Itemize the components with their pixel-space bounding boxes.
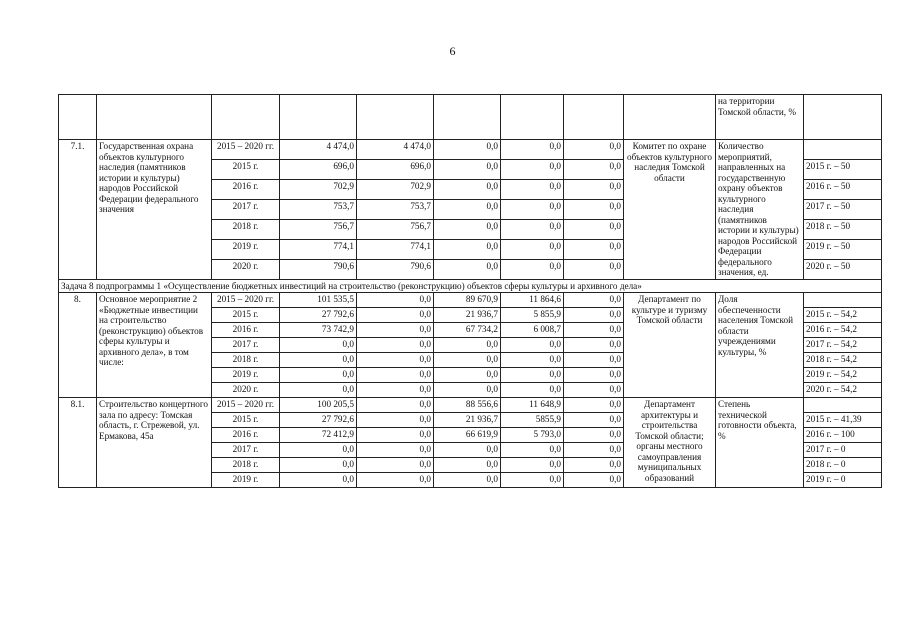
regional-cell: 89 670,9: [434, 293, 501, 308]
program-table: [58, 94, 882, 488]
indicator-value-cell: 2018 г. – 54,2: [804, 353, 882, 368]
local-cell: 0,0: [501, 368, 564, 383]
local-cell: 11 864,6: [501, 293, 564, 308]
regional-cell: 0,0: [434, 368, 501, 383]
indicator-value-cell: 2017 г. – 54,2: [804, 338, 882, 353]
federal-cell: 702,9: [357, 179, 434, 199]
regional-cell: 0,0: [434, 383, 501, 398]
other-cell: 0,0: [564, 383, 624, 398]
local-cell: 0,0: [501, 383, 564, 398]
period-cell: 2015 – 2020 гг.: [212, 293, 280, 308]
period-cell: 2018 г.: [212, 353, 280, 368]
period-cell: 2020 г.: [212, 259, 280, 279]
federal-cell: 753,7: [357, 199, 434, 219]
total-cell: 73 742,9: [280, 323, 357, 338]
other-cell: 0,0: [564, 323, 624, 338]
other-cell: 0,0: [564, 473, 624, 488]
total-cell: 0,0: [280, 473, 357, 488]
other-cell: 0,0: [564, 398, 624, 413]
regional-cell: 21 936,7: [434, 413, 501, 428]
period-cell: 2017 г.: [212, 338, 280, 353]
regional-cell: 66 619,9: [434, 428, 501, 443]
indicator-value-cell: [804, 398, 882, 413]
other-cell: 0,0: [564, 368, 624, 383]
federal-cell: 0,0: [357, 323, 434, 338]
total-cell: 753,7: [280, 199, 357, 219]
regional-cell: 88 556,6: [434, 398, 501, 413]
indicator-value-cell: 2016 г. – 50: [804, 179, 882, 199]
federal-cell: 0,0: [357, 308, 434, 323]
period-cell: 2016 г.: [212, 323, 280, 338]
other-cell: 0,0: [564, 199, 624, 219]
regional-cell: 0,0: [434, 219, 501, 239]
period-cell: 2020 г.: [212, 383, 280, 398]
executor-cell: Департамент по культуре и туризму Томской области: [624, 293, 716, 398]
other-cell: 0,0: [564, 179, 624, 199]
indicator-value-cell: 2019 г. – 50: [804, 239, 882, 259]
indicator-continuation: на территории Томской области, %: [716, 95, 804, 140]
federal-cell: 756,7: [357, 219, 434, 239]
indicator-cell: Степень технической готовности объекта, %: [716, 398, 804, 488]
regional-cell: 0,0: [434, 159, 501, 179]
local-cell: 11 648,9: [501, 398, 564, 413]
federal-cell: 0,0: [357, 428, 434, 443]
regional-cell: 0,0: [434, 140, 501, 160]
indicator-value-cell: 2016 г. – 54,2: [804, 323, 882, 338]
item-name: Основное мероприятие 2 «Бюджетные инвестиции на строительство (реконструкцию) объектов сферы культуры и архивного дела», в том числе:: [97, 293, 212, 398]
period-cell: 2017 г.: [212, 443, 280, 458]
local-cell: 0,0: [501, 458, 564, 473]
total-cell: 0,0: [280, 383, 357, 398]
federal-cell: 696,0: [357, 159, 434, 179]
total-cell: 756,7: [280, 219, 357, 239]
local-cell: 0,0: [501, 219, 564, 239]
local-cell: 0,0: [501, 443, 564, 458]
total-cell: 0,0: [280, 368, 357, 383]
regional-cell: 0,0: [434, 443, 501, 458]
indicator-value-cell: 2016 г. – 100: [804, 428, 882, 443]
period-cell: 2018 г.: [212, 219, 280, 239]
regional-cell: 67 734,2: [434, 323, 501, 338]
other-cell: 0,0: [564, 293, 624, 308]
local-cell: 0,0: [501, 159, 564, 179]
federal-cell: 774,1: [357, 239, 434, 259]
other-cell: 0,0: [564, 259, 624, 279]
executor-cell: Департамент архитектуры и строительства Томской области; органы местного самоуправления муниципальных образований: [624, 398, 716, 488]
indicator-value-cell: 2015 г. – 50: [804, 159, 882, 179]
total-cell: 774,1: [280, 239, 357, 259]
other-cell: 0,0: [564, 458, 624, 473]
total-cell: 696,0: [280, 159, 357, 179]
total-cell: 100 205,5: [280, 398, 357, 413]
period-cell: 2016 г.: [212, 428, 280, 443]
other-cell: 0,0: [564, 159, 624, 179]
other-cell: 0,0: [564, 428, 624, 443]
period-cell: 2018 г.: [212, 458, 280, 473]
table-row: [59, 140, 882, 160]
other-cell: 0,0: [564, 413, 624, 428]
federal-cell: 0,0: [357, 293, 434, 308]
other-cell: 0,0: [564, 308, 624, 323]
period-cell: 2015 г.: [212, 159, 280, 179]
other-cell: 0,0: [564, 239, 624, 259]
other-cell: 0,0: [564, 353, 624, 368]
item-name: Государственная охрана объектов культурного наследия (памятников истории и культуры) народов Российской Федерации федерального значения: [97, 140, 212, 280]
item-name: Строительство концертного зала по адресу: Томская область, г. Стрежевой, ул. Ермакова, 45а: [97, 398, 212, 488]
local-cell: 0,0: [501, 338, 564, 353]
item-number: 8.: [59, 293, 97, 398]
federal-cell: 790,6: [357, 259, 434, 279]
local-cell: 5 855,9: [501, 308, 564, 323]
regional-cell: 0,0: [434, 179, 501, 199]
regional-cell: 0,0: [434, 473, 501, 488]
indicator-cell: Доля обеспеченности населения Томской области учреждениями культуры, %: [716, 293, 804, 398]
task-row: [59, 279, 882, 293]
indicator-value-cell: 2018 г. – 0: [804, 458, 882, 473]
period-cell: 2015 – 2020 гг.: [212, 398, 280, 413]
indicator-value-cell: 2015 г. – 54,2: [804, 308, 882, 323]
total-cell: 0,0: [280, 353, 357, 368]
executor-cell: Комитет по охране объектов культурного наследия Томской области: [624, 140, 716, 280]
federal-cell: 0,0: [357, 383, 434, 398]
other-cell: 0,0: [564, 219, 624, 239]
other-cell: 0,0: [564, 140, 624, 160]
total-cell: 27 792,6: [280, 413, 357, 428]
indicator-value-cell: 2019 г. – 54,2: [804, 368, 882, 383]
federal-cell: 0,0: [357, 368, 434, 383]
federal-cell: 0,0: [357, 473, 434, 488]
indicator-value-cell: 2017 г. – 0: [804, 443, 882, 458]
local-cell: 5 793,0: [501, 428, 564, 443]
regional-cell: 0,0: [434, 458, 501, 473]
indicator-value-cell: 2019 г. – 0: [804, 473, 882, 488]
local-cell: 0,0: [501, 199, 564, 219]
period-cell: 2016 г.: [212, 179, 280, 199]
period-cell: 2019 г.: [212, 239, 280, 259]
local-cell: 0,0: [501, 140, 564, 160]
local-cell: 0,0: [501, 473, 564, 488]
total-cell: 0,0: [280, 458, 357, 473]
other-cell: 0,0: [564, 338, 624, 353]
local-cell: 0,0: [501, 239, 564, 259]
indicator-value-cell: 2015 г. – 41,39: [804, 413, 882, 428]
indicator-value-cell: 2020 г. – 50: [804, 259, 882, 279]
regional-cell: 0,0: [434, 338, 501, 353]
item-number: 7.1.: [59, 140, 97, 280]
total-cell: 0,0: [280, 338, 357, 353]
period-cell: 2015 – 2020 гг.: [212, 140, 280, 160]
total-cell: 4 474,0: [280, 140, 357, 160]
federal-cell: 0,0: [357, 413, 434, 428]
period-cell: 2019 г.: [212, 473, 280, 488]
task-heading: Задача 8 подпрограммы 1 «Осуществление бюджетных инвестиций на строительство (реконструкцию) объектов сферы культуры и архивного дела»: [59, 279, 882, 293]
page-number: 6: [449, 44, 456, 58]
local-cell: 0,0: [501, 353, 564, 368]
federal-cell: 4 474,0: [357, 140, 434, 160]
total-cell: 101 535,5: [280, 293, 357, 308]
federal-cell: 0,0: [357, 458, 434, 473]
total-cell: 702,9: [280, 179, 357, 199]
regional-cell: 0,0: [434, 239, 501, 259]
indicator-value-cell: 2018 г. – 50: [804, 219, 882, 239]
continuation-row: [59, 95, 882, 140]
regional-cell: 21 936,7: [434, 308, 501, 323]
indicator-value-cell: 2020 г. – 54,2: [804, 383, 882, 398]
local-cell: 5855,9: [501, 413, 564, 428]
indicator-cell: Количество мероприятий, направленных на государственную охрану объектов культурного наследия (памятников истории и культуры) народов Российской Федерации федерального значения, ед.: [716, 140, 804, 280]
local-cell: 0,0: [501, 259, 564, 279]
federal-cell: 0,0: [357, 398, 434, 413]
item-number: 8.1.: [59, 398, 97, 488]
regional-cell: 0,0: [434, 199, 501, 219]
other-cell: 0,0: [564, 443, 624, 458]
federal-cell: 0,0: [357, 338, 434, 353]
federal-cell: 0,0: [357, 443, 434, 458]
period-cell: 2017 г.: [212, 199, 280, 219]
total-cell: 0,0: [280, 443, 357, 458]
federal-cell: 0,0: [357, 353, 434, 368]
period-cell: 2015 г.: [212, 308, 280, 323]
table-row: [59, 293, 882, 308]
total-cell: 72 412,9: [280, 428, 357, 443]
regional-cell: 0,0: [434, 353, 501, 368]
total-cell: 27 792,6: [280, 308, 357, 323]
indicator-value-cell: [804, 293, 882, 308]
period-cell: 2019 г.: [212, 368, 280, 383]
total-cell: 790,6: [280, 259, 357, 279]
local-cell: 0,0: [501, 179, 564, 199]
indicator-value-cell: 2017 г. – 50: [804, 199, 882, 219]
local-cell: 6 008,7: [501, 323, 564, 338]
table-row: [59, 398, 882, 413]
indicator-value-cell: [804, 140, 882, 160]
regional-cell: 0,0: [434, 259, 501, 279]
period-cell: 2015 г.: [212, 413, 280, 428]
